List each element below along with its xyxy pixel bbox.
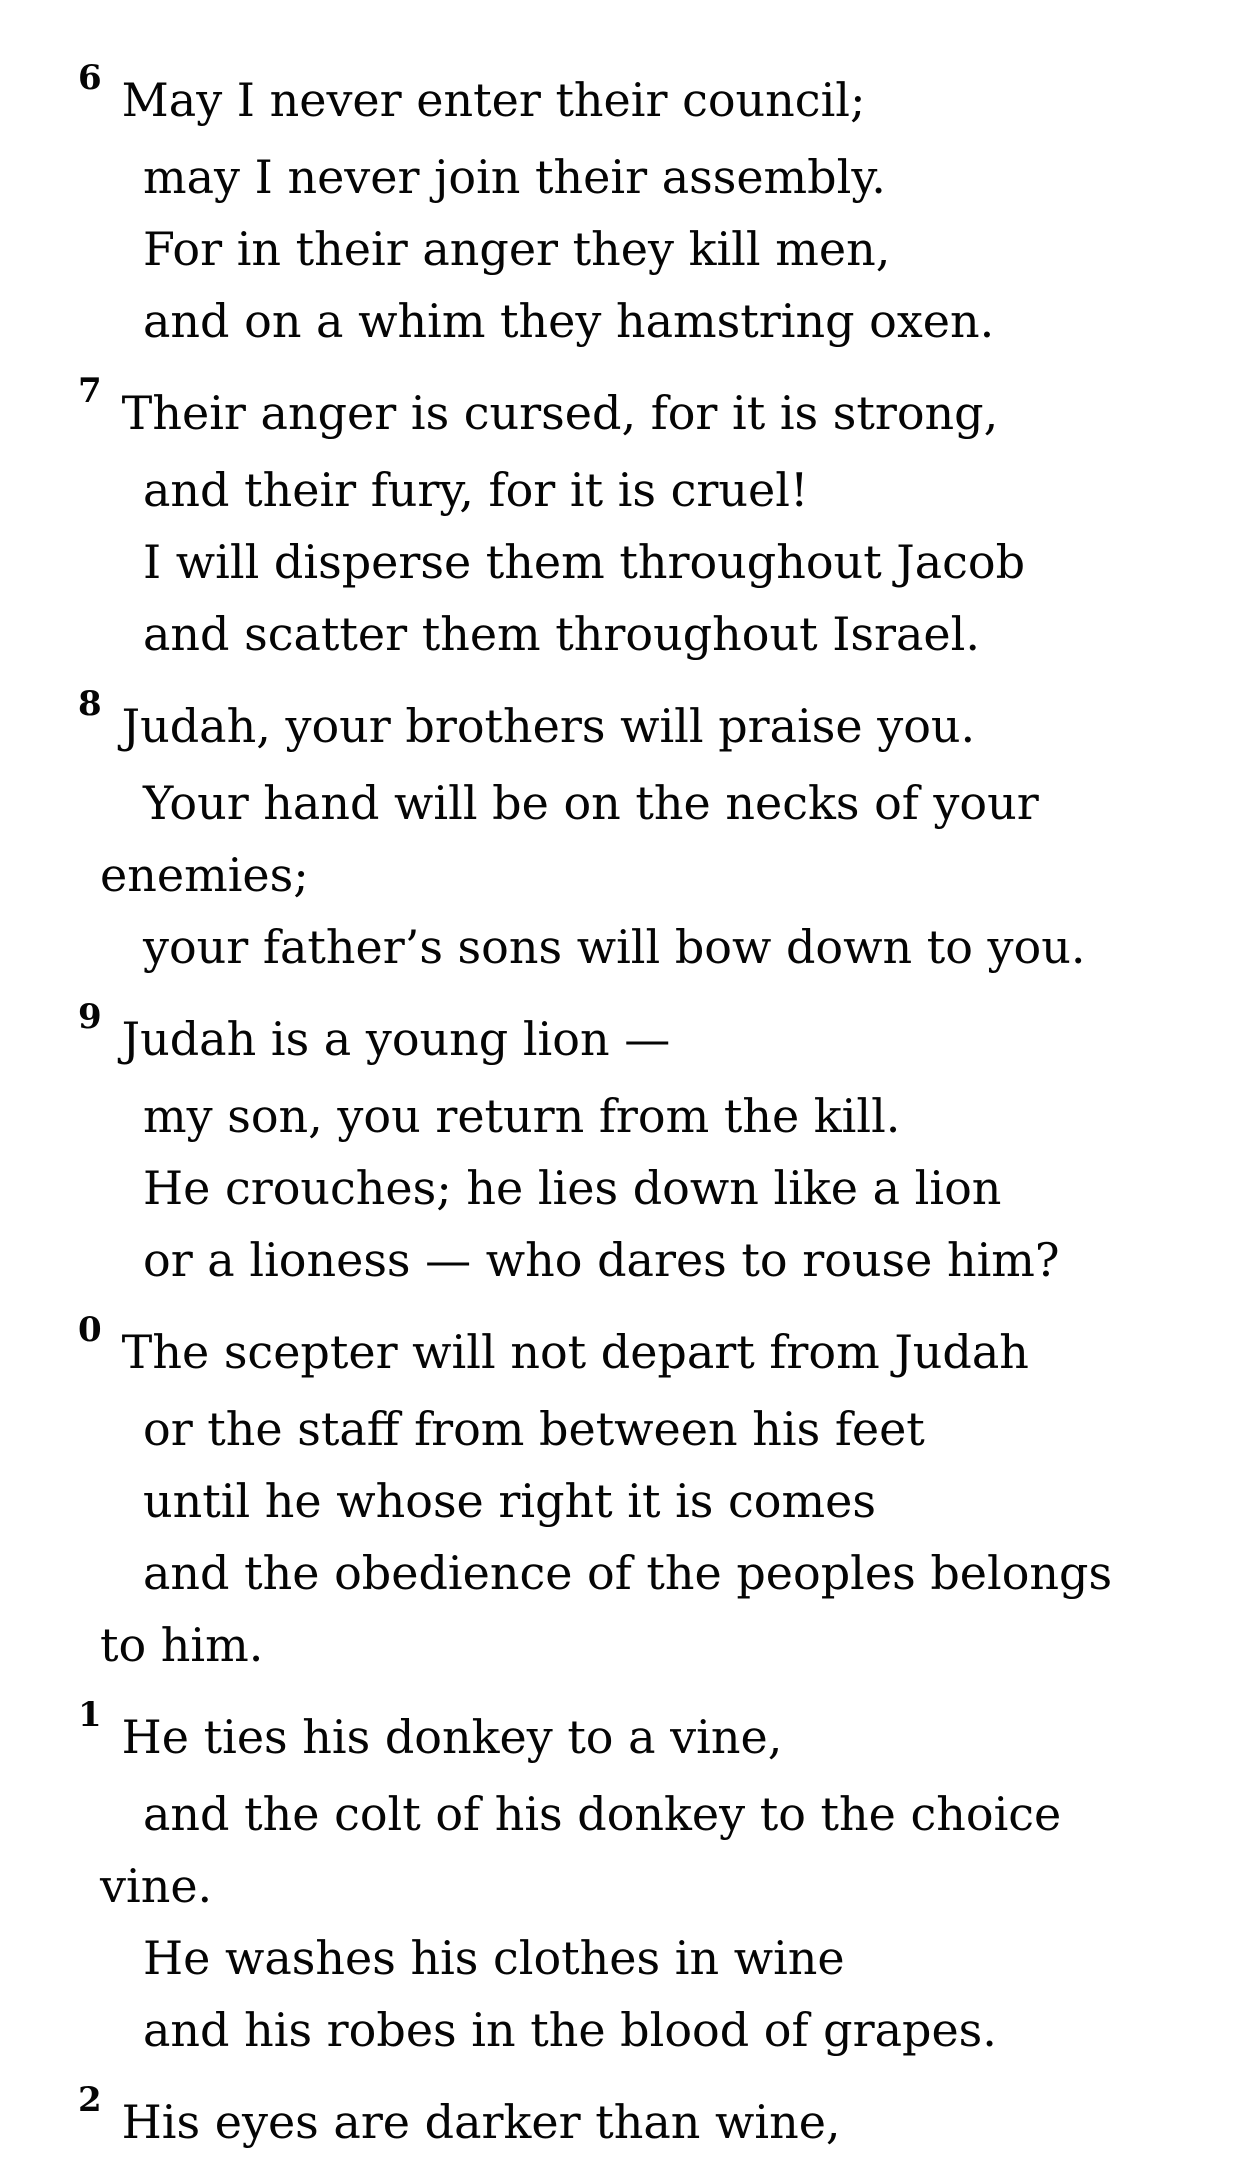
verse-line-text: and the colt of his donkey to the choice	[143, 1787, 1062, 1841]
verse	[0, 371, 1202, 670]
verse	[0, 2080, 1202, 2163]
verse-number-marker: 2	[78, 2080, 102, 2120]
verse-first-line	[0, 997, 1202, 1080]
verse-number-marker: 6	[78, 58, 102, 98]
verse-line-text: to him.	[100, 1618, 264, 1672]
verse-line-text: your father’s sons will bow down to you.	[143, 920, 1086, 974]
verse-line-text: Judah is a young lion —	[121, 1012, 671, 1066]
verse-line-text: The scepter will not depart from Judah	[121, 1325, 1029, 1379]
verse-line-text: my son, you return from the kill.	[143, 1089, 901, 1143]
verse-line-text: and scatter them throughout Israel.	[143, 607, 980, 661]
verse-line-text: His eyes are darker than wine,	[121, 2095, 841, 2149]
verse-line-text: vine.	[100, 1859, 213, 1913]
verse-line-text: and the obedience of the peoples belongs	[143, 1546, 1113, 1600]
verse-first-line	[0, 58, 1202, 141]
verse-line-text: and on a whim they hamstring oxen.	[143, 294, 995, 348]
poetry-line	[0, 526, 1202, 598]
verse-line-text: or the staff from between his feet	[143, 1402, 925, 1456]
poetry-line	[0, 1465, 1202, 1537]
poetry-line	[0, 911, 1202, 983]
poetry-line	[0, 1152, 1202, 1224]
verse-number-marker: 0	[78, 1310, 102, 1350]
poetry-line	[0, 1922, 1202, 1994]
verse-number-marker: 8	[78, 684, 102, 724]
verse-line-text: Your hand will be on the necks of your	[143, 776, 1039, 830]
poetry-line	[0, 141, 1202, 213]
verse-line-text: He ties his donkey to a vine,	[121, 1710, 783, 1764]
verse-line-text: enemies;	[100, 848, 309, 902]
verse-line-text: until he whose right it is comes	[143, 1474, 876, 1528]
poetry-line	[0, 1778, 1202, 1850]
verse-line-text: He crouches; he lies down like a lion	[143, 1161, 1002, 1215]
poetry-wrapped-line	[0, 1609, 1202, 1681]
poetry-line	[0, 767, 1202, 839]
verse-line-text: and their fury, for it is cruel!	[143, 463, 809, 517]
poetry-line	[0, 285, 1202, 357]
verse	[0, 1695, 1202, 2066]
verse-line-text: I will disperse them throughout Jacob	[143, 535, 1026, 589]
poetry-line	[0, 598, 1202, 670]
verse-first-line	[0, 2080, 1202, 2163]
verse-line-text: may I never join their assembly.	[143, 150, 886, 204]
verse-first-line	[0, 684, 1202, 767]
verse-first-line	[0, 371, 1202, 454]
poetry-line	[0, 213, 1202, 285]
poetry-line	[0, 1537, 1202, 1609]
poetry-line	[0, 1994, 1202, 2066]
verse-line-text: May I never enter their council;	[121, 73, 866, 127]
poetry-line	[0, 454, 1202, 526]
verse	[0, 1310, 1202, 1681]
verse	[0, 997, 1202, 1296]
verse-line-text: He washes his clothes in wine	[143, 1931, 845, 1985]
verse-line-text: or a lioness — who dares to rouse him?	[143, 1233, 1060, 1287]
verse-line-text: For in their anger they kill men,	[143, 222, 891, 276]
verse-line-text: and his robes in the blood of grapes.	[143, 2003, 997, 2057]
poetry-line	[0, 1080, 1202, 1152]
verse-line-text: Their anger is cursed, for it is strong,	[121, 386, 999, 440]
verse-number-marker: 1	[78, 1695, 102, 1735]
verse-number-marker: 9	[78, 997, 102, 1037]
poetry-wrapped-line	[0, 839, 1202, 911]
verse	[0, 58, 1202, 357]
poetry-line	[0, 1224, 1202, 1296]
verse-number-marker: 7	[78, 371, 102, 411]
verse	[0, 684, 1202, 983]
verse-first-line	[0, 1695, 1202, 1778]
poetry-line	[0, 1393, 1202, 1465]
verse-first-line	[0, 1310, 1202, 1393]
poetry-wrapped-line	[0, 1850, 1202, 1922]
verse-line-text: Judah, your brothers will praise you.	[121, 699, 976, 753]
